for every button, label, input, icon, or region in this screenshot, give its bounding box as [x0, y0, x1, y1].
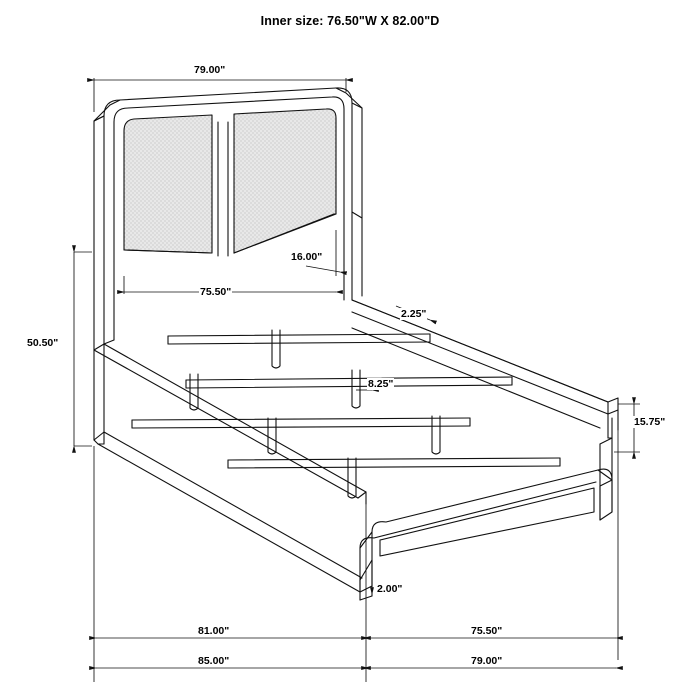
- dim-overall-length: 85.00": [198, 655, 230, 667]
- dim-headboard-panel-width: 75.50": [200, 286, 232, 298]
- dim-overall-height: 50.50": [27, 337, 59, 349]
- dim-inner-length: 81.00": [198, 625, 230, 637]
- dim-headboard-panel-height: 16.00": [291, 251, 323, 263]
- dim-rail-thickness: 2.25": [401, 308, 427, 320]
- dim-overall-width: 79.00": [471, 655, 503, 667]
- dim-slat-height: 8.25": [368, 378, 394, 390]
- dim-footboard-height: 15.75": [634, 416, 666, 428]
- dim-headboard-width: 79.00": [194, 64, 226, 76]
- dim-foot-leg-height: 2.00": [377, 583, 403, 595]
- page-title: Inner size: 76.50"W X 82.00"D: [260, 14, 440, 28]
- dim-footboard-inner-width: 75.50": [471, 625, 503, 637]
